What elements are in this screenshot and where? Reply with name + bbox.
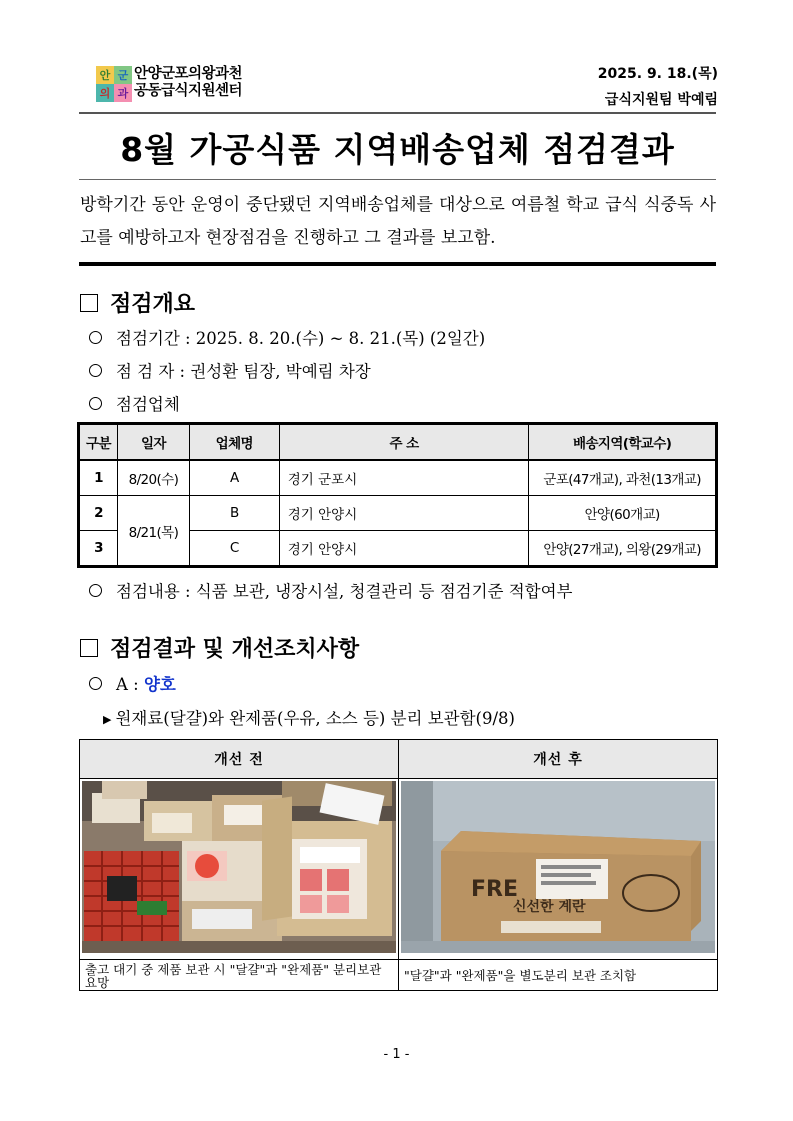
row-area: 안양(27개교), 의왕(29개교) <box>529 531 716 566</box>
org-name-line1: 안양군포의왕과천 <box>134 66 243 82</box>
col-header-date: 일자 <box>117 425 189 461</box>
after-photo-cell <box>399 779 718 960</box>
section-overview-title: 점검개요 <box>110 292 196 317</box>
page-number: - 1 - <box>383 1047 410 1062</box>
bullet-companies <box>89 391 180 415</box>
inspector-text: 점 검 자 : 권성환 팀장, 박예림 차장 <box>116 362 371 381</box>
box-product-text: 신선한 계란 <box>513 899 586 915</box>
photo-table <box>79 739 718 991</box>
period-text: 점검기간 : 2025. 8. 20.(수) ~ 8. 21.(목) (2일간) <box>116 329 486 348</box>
after-caption: "달걀"과 "완제품"을 별도분리 보관 조치함 <box>404 967 637 983</box>
row-date: 8/21(목) <box>117 496 189 566</box>
table-row <box>80 496 716 531</box>
content-text: 점검내용 : 식품 보관, 냉장시설, 청결관리 등 점검기준 적합여부 <box>116 582 573 601</box>
before-photo <box>82 781 396 953</box>
section-result-title: 점검결과 및 개선조치사항 <box>110 637 360 662</box>
row-no: 1 <box>80 460 118 496</box>
company-a-result: 양호 <box>143 675 176 694</box>
row-no: 3 <box>80 531 118 566</box>
circle-bullet-icon <box>89 397 102 410</box>
row-area: 군포(47개교), 과천(13개교) <box>529 460 716 496</box>
logo-cell-2: 군 <box>114 66 132 84</box>
report-author: 급식지원팀 박예림 <box>604 92 718 108</box>
checkbox-square-icon <box>80 639 98 657</box>
detail-line <box>103 705 515 729</box>
section-result-heading <box>80 632 359 663</box>
bullet-content <box>89 578 572 602</box>
after-photo <box>401 781 715 953</box>
table-row <box>80 460 716 496</box>
detail-text: 원재료(달걀)와 완제품(우유, 소스 등) 분리 보관함(9/8) <box>115 709 515 728</box>
company-table <box>79 424 716 566</box>
photo-table-header <box>80 740 718 779</box>
after-header: 개선 후 <box>399 740 718 779</box>
row-date: 8/20(수) <box>117 460 189 496</box>
col-header-area: 배송지역(학교수) <box>529 425 716 461</box>
caption-row <box>80 960 718 991</box>
circle-bullet-icon <box>89 677 102 690</box>
circle-bullet-icon <box>89 364 102 377</box>
col-header-no: 구분 <box>80 425 118 461</box>
circle-bullet-icon <box>89 584 102 597</box>
org-name <box>134 66 242 100</box>
after-caption-cell <box>399 960 718 991</box>
before-photo-cell <box>80 779 399 960</box>
bullet-company-a <box>89 671 176 695</box>
triangle-bullet-icon: ▶ <box>103 713 112 726</box>
checkbox-square-icon <box>80 294 98 312</box>
photo-row <box>80 779 718 960</box>
box-brand-text: FRE <box>471 877 518 902</box>
title-rule <box>79 179 716 180</box>
row-no: 2 <box>80 496 118 531</box>
table-header-row <box>80 425 716 461</box>
org-name-line2: 공동급식지원센터 <box>134 83 243 99</box>
row-company: C <box>189 531 279 566</box>
logo-cell-3: 의 <box>96 84 114 102</box>
intro-paragraph: 방학기간 동안 운영이 중단됐던 지역배송업체를 대상으로 여름철 학교 급식 식중독 사고를 예방하고자 현장점검을 진행하고 그 결과를 보고함. <box>80 195 716 248</box>
before-caption-cell <box>80 960 399 991</box>
intro-rule <box>79 262 716 266</box>
row-company: A <box>189 460 279 496</box>
companies-text: 점검업체 <box>116 395 180 414</box>
logo-cell-1: 안 <box>96 66 114 84</box>
center-logo <box>96 66 132 102</box>
header-rule <box>79 112 716 114</box>
bullet-period <box>89 325 485 349</box>
before-caption: 출고 대기 중 제품 보관 시 "달걀"과 "완제품" 분리보관 요망 <box>85 962 382 990</box>
logo-cell-4: 과 <box>114 84 132 102</box>
row-address: 경기 군포시 <box>279 460 529 496</box>
row-company: B <box>189 496 279 531</box>
row-address: 경기 안양시 <box>279 531 529 566</box>
company-a-label: A : <box>116 675 144 694</box>
section-overview-heading <box>80 287 195 318</box>
bullet-inspector <box>89 358 371 382</box>
report-date: 2025. 9. 18.(목) <box>597 66 718 82</box>
before-header: 개선 전 <box>80 740 399 779</box>
row-area: 안양(60개교) <box>529 496 716 531</box>
col-header-address: 주 소 <box>279 425 529 461</box>
document-title: 8월 가공식품 지역배송업체 점검결과 <box>120 130 675 169</box>
circle-bullet-icon <box>89 331 102 344</box>
col-header-company: 업체명 <box>189 425 279 461</box>
row-address: 경기 안양시 <box>279 496 529 531</box>
